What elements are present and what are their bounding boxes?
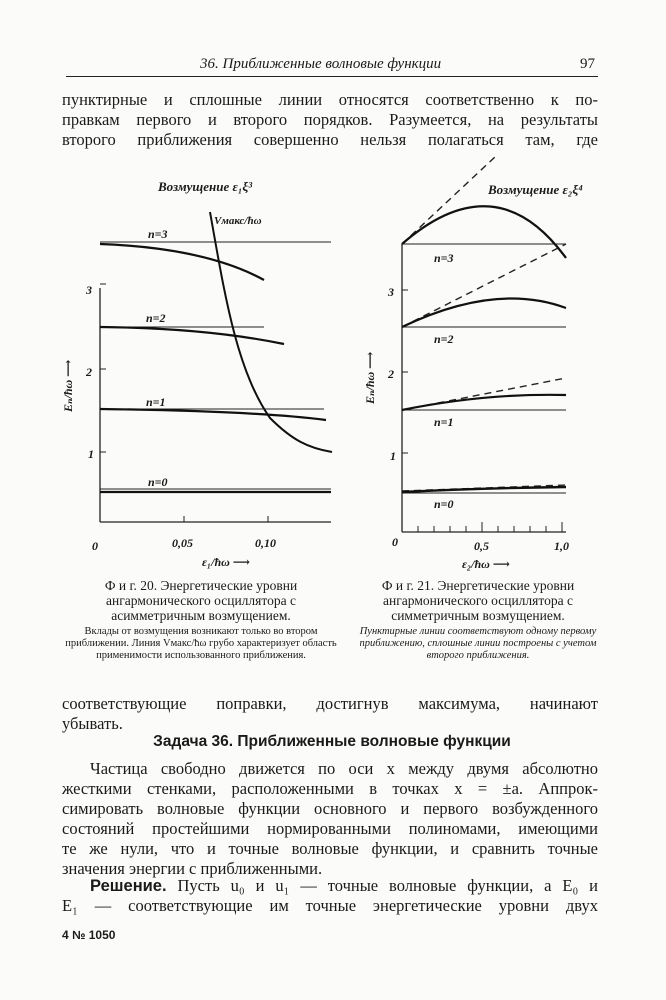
fig21-xtick-label-0: 0 [392, 535, 398, 549]
text-line: пунктирные и сплошные линии относятся соответственно к по- [62, 90, 598, 109]
text-line: убывать. [62, 714, 123, 733]
footer-signature: 4 № 1050 [62, 928, 116, 942]
header-rule [66, 76, 598, 77]
fig20-xtick-label-010: 0,10 [255, 536, 276, 550]
fig21-caption: Ф и г. 21. Энергетические уровни ангармонического осциллятора с симметричным возмущением. [381, 578, 575, 623]
fig21-ytick-label-3: 3 [388, 285, 394, 299]
text-line: симировать волновые функции основного и первого возбужденного [62, 799, 598, 818]
fig21-curve-1 [402, 395, 566, 410]
fig21-curve-2 [402, 298, 566, 327]
solution-label: Решение. [90, 877, 167, 895]
fig21-level-label-0: n=0 [434, 497, 454, 511]
after-figures-paragraph [62, 694, 598, 734]
fig21-level-label-3: n=3 [434, 251, 454, 265]
fig21-xtick-label-10: 1,0 [554, 539, 569, 553]
section-title: Задача 36. Приближенные волновые функции [153, 733, 511, 750]
text-line: жесткими стенками, расположенными в точках x = ±a. Аппрок- [62, 779, 598, 798]
fig21-title: Возмущение ε₂ξ⁴ [488, 182, 583, 197]
fig20-note: Вклады от возмущения возникают только во втором приближении. Линия Vмакс/ħω грубо характеризует область применимости использованного приближения. [65, 626, 337, 661]
fig21-level-label-1: n=1 [434, 415, 454, 429]
fig20-caption: Ф и г. 20. Энергетические уровни ангармонического осциллятора с асимметричным возмущением. [104, 578, 298, 623]
text-line: второго приближения совершенно нельзя полагаться там, где [62, 130, 598, 149]
text-line: те же нули, что и точные волновые функции, и сравнить точные [62, 839, 598, 858]
text-line: Частица свободно движется по оси x между двумя абсолютно [90, 759, 598, 778]
fig21-x-label: ε₂/ħω ⟶ [462, 557, 510, 571]
fig20-xtick-label-005: 0,05 [172, 536, 193, 550]
fig21-y-label: Eₙ/ħω ⟶ [363, 351, 377, 404]
solution-paragraph [62, 876, 598, 916]
text-line: E₁ — соответствующие им точные энергетические уровни двух [62, 896, 598, 915]
text-line: состояний простейшими нормированными полиномами, имеющими [62, 819, 598, 838]
text-line: значения энергии с приближенными. [62, 859, 323, 878]
running-header-title: 36. Приближенные волновые функции [200, 56, 442, 72]
fig20-ytick-label-3: 3 [86, 283, 92, 297]
fig20-level-label-1: n=1 [146, 395, 166, 409]
figure-21 [356, 150, 596, 580]
text-line [62, 876, 598, 896]
fig21-level-label-2: n=2 [434, 332, 454, 346]
fig21-dashed-2 [402, 244, 566, 327]
fig21-ytick-label-1: 1 [390, 449, 396, 463]
fig20-vmax-curve [210, 212, 332, 452]
page-number: 97 [580, 56, 595, 72]
fig20-curve-1 [100, 409, 326, 420]
fig21-note: Пунктирные линии соответствуют одному первому приближению, сплошные линии построены с учетом второго приближения. [359, 626, 597, 661]
intro-paragraph [62, 90, 598, 150]
fig21-ytick-label-2: 2 [388, 367, 394, 381]
fig20-level-label-3: n=3 [148, 227, 168, 241]
fig20-xtick-label-0: 0 [92, 539, 98, 553]
fig20-x-label: ε₁/ħω ⟶ [202, 555, 250, 569]
problem-paragraph [62, 759, 598, 879]
fig20-ytick-label-1: 1 [88, 447, 94, 461]
fig20-level-label-2: n=2 [146, 311, 166, 325]
fig20-curve-3 [100, 244, 264, 280]
fig21-dashed-3 [402, 156, 496, 244]
fig21-curve-3 [402, 206, 566, 258]
fig21-xtick-label-05: 0,5 [474, 539, 489, 553]
fig20-curve-2 [100, 327, 284, 344]
fig20-level-label-0: n=0 [148, 475, 168, 489]
solution-line-text: Пусть u₀ и u₁ — точные волновые функции, а E₀ и [166, 876, 598, 895]
fig20-ytick-label-2: 2 [86, 365, 92, 379]
figure-20 [56, 150, 346, 580]
fig20-vmax-label: Vмакс/ħω [214, 215, 262, 227]
fig20-y-label: Eₙ/ħω ⟶ [61, 359, 75, 412]
text-line: правкам первого и второго порядков. Разумеется, на результаты [62, 110, 598, 129]
text-line: соответствующие поправки, достигнув максимума, начинают [62, 694, 598, 713]
fig20-title: Возмущение ε₁ξ³ [158, 179, 253, 194]
